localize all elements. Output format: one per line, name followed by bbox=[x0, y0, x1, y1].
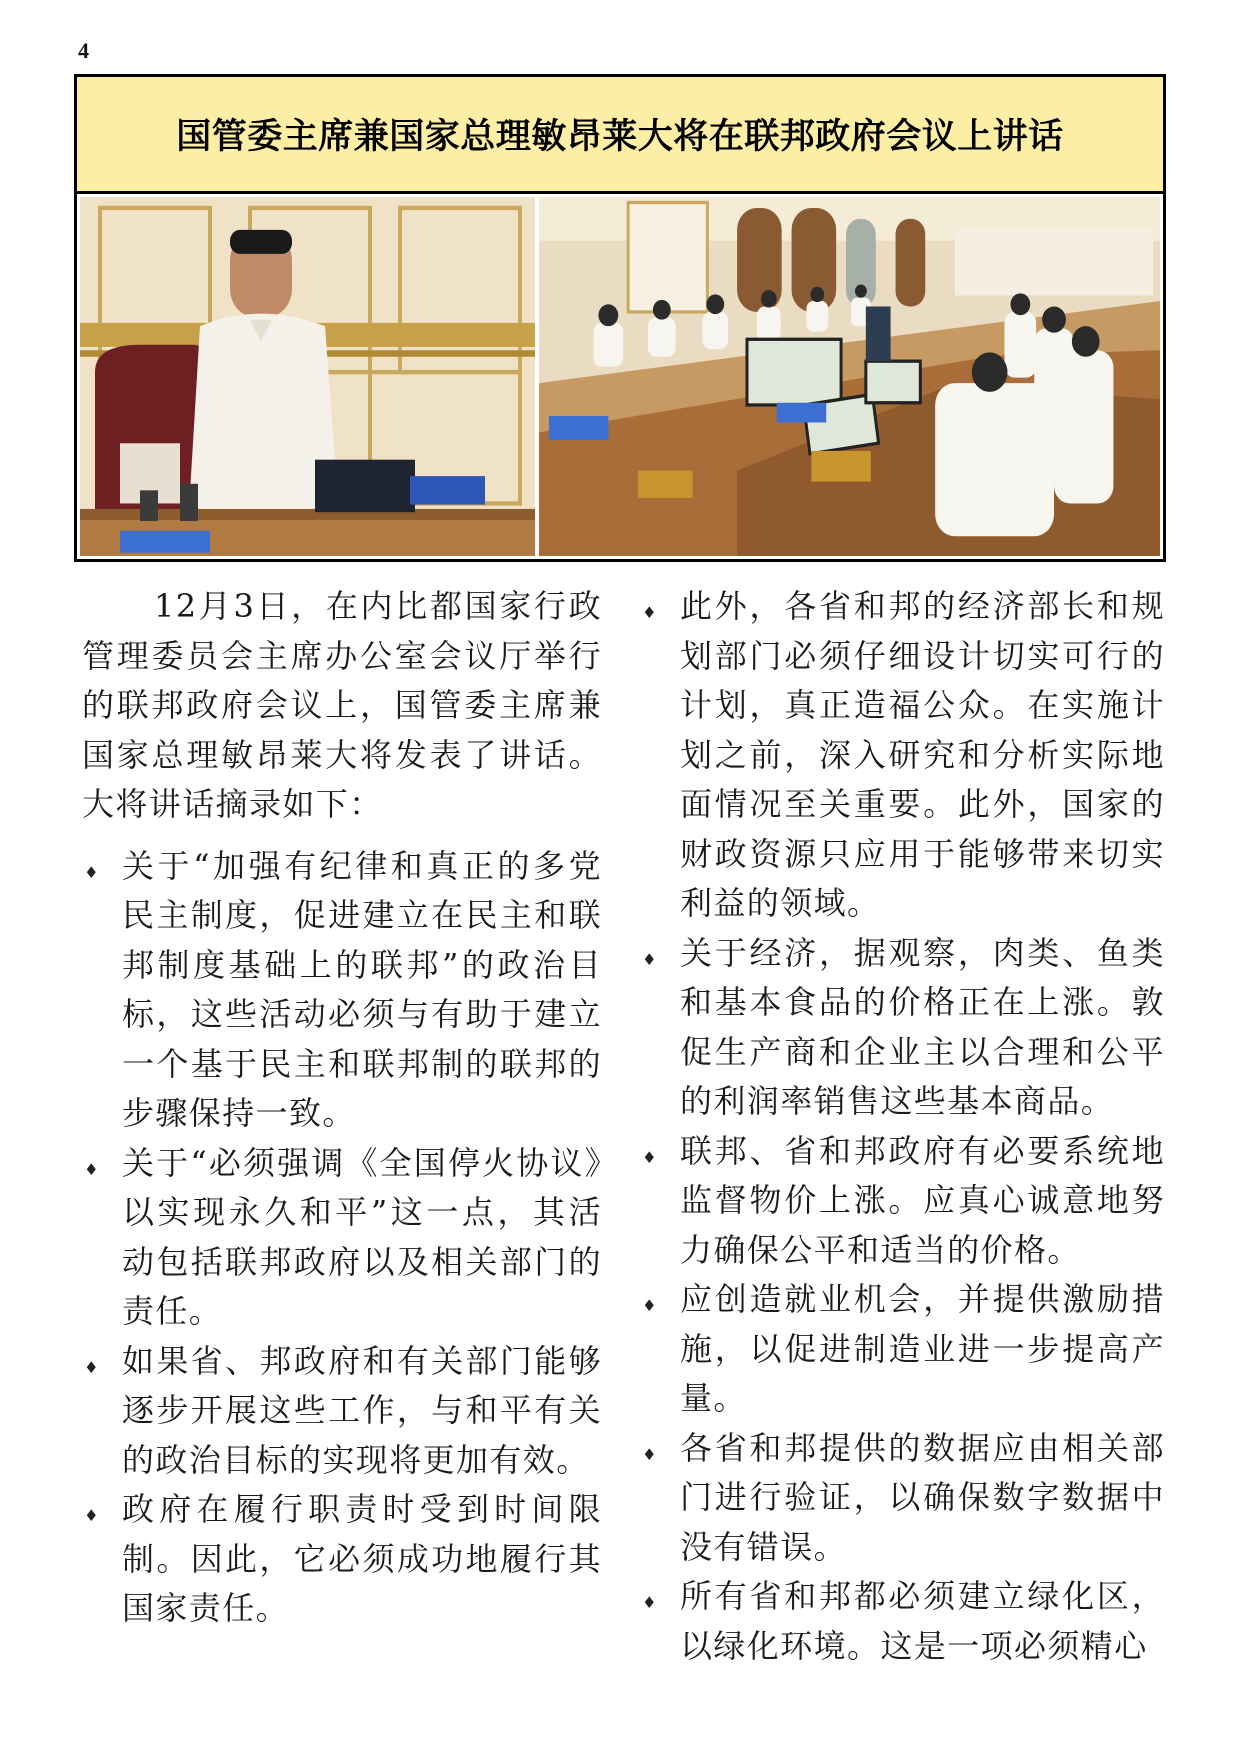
list-item bbox=[82, 1485, 602, 1634]
diamond-bullet-icon: ♦ bbox=[642, 1593, 658, 1612]
list-item-text: 关于经济，据观察，肉类、鱼类和基本食品的价格正在上涨。敦促生产商和企业主以合理和公平的利润率销售这些基本商品。 bbox=[680, 933, 1165, 1120]
list-item bbox=[640, 929, 1165, 1127]
diamond-bullet-icon: ♦ bbox=[84, 1357, 100, 1377]
page-number: 4 bbox=[78, 38, 89, 63]
diamond-bullet-icon: ♦ bbox=[642, 1147, 658, 1167]
list-item bbox=[640, 582, 1165, 929]
photo-row bbox=[77, 194, 1163, 559]
text-column-left bbox=[82, 582, 602, 1634]
list-item bbox=[82, 1337, 602, 1486]
bullet-list-left bbox=[82, 842, 602, 1634]
photo-speaker bbox=[80, 197, 535, 556]
article-title: 国管委主席兼国家总理敏昂莱大将在联邦政府会议上讲话 bbox=[176, 117, 1064, 157]
intro-paragraph: 12月3日，在内比都国家行政管理委员会主席办公室会议厅举行的联邦政府会议上，国管委主席兼国家总理敏昂莱大将发表了讲话。大将讲话摘录如下： bbox=[82, 587, 602, 823]
list-item bbox=[640, 1424, 1165, 1573]
diamond-bullet-icon: ♦ bbox=[642, 603, 658, 622]
diamond-bullet-icon: ♦ bbox=[84, 1506, 100, 1525]
bullet-list-right bbox=[640, 582, 1165, 1671]
diamond-bullet-icon: ♦ bbox=[84, 1159, 100, 1179]
diamond-bullet-icon: ♦ bbox=[84, 862, 100, 882]
diamond-bullet-icon: ♦ bbox=[642, 1444, 658, 1464]
list-item bbox=[640, 1275, 1165, 1424]
list-item bbox=[82, 1139, 602, 1337]
list-item bbox=[82, 842, 602, 1139]
list-item-text: 如果省、邦政府和有关部门能够逐步开展这些工作，与和平有关的政治目标的实现将更加有效。 bbox=[122, 1341, 602, 1479]
list-item-text: 关于“必须强调《全国停火协议》以实现永久和平”这一点，其活动包括联邦政府以及相关部门的责任。 bbox=[122, 1143, 602, 1330]
list-item-text: 联邦、省和邦政府有必要系统地监督物价上涨。应真心诚意地努力确保公平和适当的价格。 bbox=[680, 1131, 1165, 1269]
list-item-text: 应创造就业机会，并提供激励措施，以促进制造业进一步提高产量。 bbox=[680, 1280, 1165, 1417]
list-item bbox=[640, 1127, 1165, 1276]
diamond-bullet-icon: ♦ bbox=[642, 949, 658, 969]
list-item-text: 关于“加强有纪律和真正的多党民主制度，促进建立在民主和联邦制度基础上的联邦”的政治目标，这些活动必须与有助于建立一个基于民主和联邦制的联邦的步骤保持一致。 bbox=[122, 846, 602, 1132]
diamond-bullet-icon: ♦ bbox=[642, 1296, 658, 1315]
list-item-text: 各省和邦提供的数据应由相关部门进行验证，以确保数字数据中没有错误。 bbox=[680, 1428, 1165, 1566]
title-band bbox=[77, 77, 1163, 194]
article-header bbox=[74, 74, 1166, 562]
list-item-text: 此外，各省和邦的经济部长和规划部门必须仔细设计切实可行的计划，真正造福公众。在实施计划之前，深入研究和分析实际地面情况至关重要。此外，国家的财政资源只应用于能够带来切实利益的领域。 bbox=[680, 587, 1165, 922]
photo-speaker-image bbox=[80, 197, 535, 556]
list-item bbox=[640, 1572, 1165, 1671]
list-item-text: 所有省和邦都必须建立绿化区，以绿化环境。这是一项必须精心 bbox=[680, 1577, 1165, 1665]
list-item-text: 政府在履行职责时受到时间限制。因此，它必须成功地履行其国家责任。 bbox=[122, 1490, 602, 1627]
photo-meeting-room bbox=[539, 197, 1160, 556]
photo-meeting-image bbox=[539, 197, 1160, 556]
text-column-right bbox=[640, 582, 1165, 1671]
